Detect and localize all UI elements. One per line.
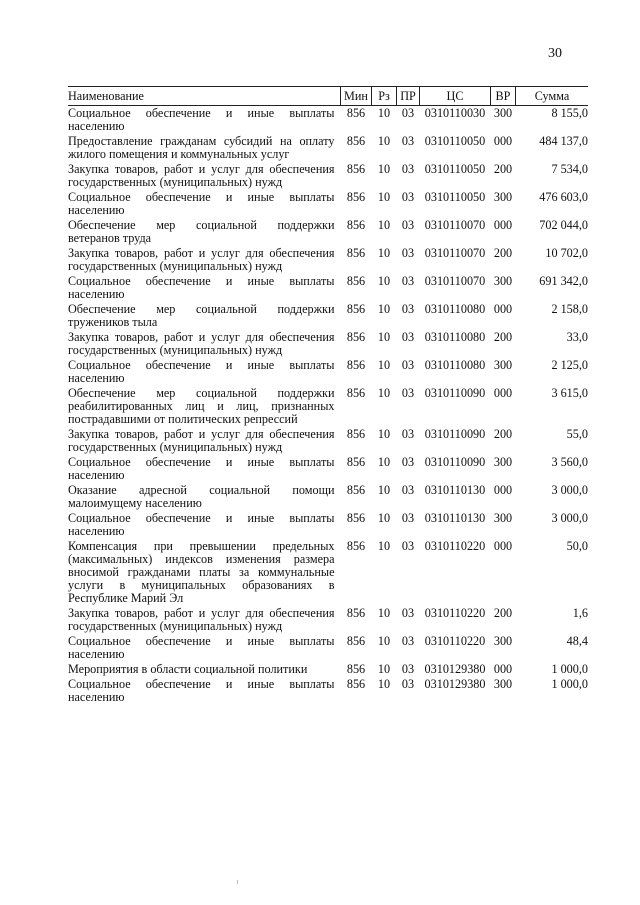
row-name: Закупка товаров, работ и услуг для обеспечения государственных (муниципальных) нужд (68, 606, 335, 633)
row-vr: 300 (493, 455, 513, 469)
table-row (68, 677, 588, 705)
row-vr: 000 (493, 386, 513, 400)
row-sum: 3 000,0 (551, 483, 588, 497)
row-min: 856 (346, 358, 366, 372)
row-min: 856 (346, 218, 366, 232)
row-name: Предоставление гражданам субсидий на оплату жилого помещения и коммунальных услуг (68, 134, 335, 161)
row-vr: 200 (493, 246, 513, 260)
row-vr: 300 (493, 634, 513, 648)
row-sum: 50,0 (566, 539, 588, 553)
row-min: 856 (346, 106, 366, 120)
row-rz: 10 (377, 386, 391, 400)
row-cs: 0310110220 (424, 539, 486, 553)
row-min: 856 (346, 162, 366, 176)
row-pr: 03 (401, 677, 415, 691)
header-name: Наименование (68, 87, 341, 106)
row-pr: 03 (401, 455, 415, 469)
row-min: 856 (346, 134, 366, 148)
row-rz: 10 (377, 483, 391, 497)
row-cs: 0310110090 (424, 427, 486, 441)
row-rz: 10 (377, 246, 391, 260)
row-name: Закупка товаров, работ и услуг для обеспечения государственных (муниципальных) нужд (68, 330, 335, 357)
row-rz: 10 (377, 427, 391, 441)
row-sum: 1 000,0 (551, 662, 588, 676)
row-min: 856 (346, 677, 366, 691)
row-sum: 3 615,0 (551, 386, 588, 400)
row-vr: 000 (493, 662, 513, 676)
row-name: Социальное обеспечение и иные выплаты населению (68, 274, 335, 301)
header-sum: Сумма (516, 87, 589, 106)
row-pr: 03 (401, 539, 415, 553)
row-cs: 0310110080 (424, 358, 486, 372)
row-vr: 200 (493, 162, 513, 176)
row-pr: 03 (401, 302, 415, 316)
row-pr: 03 (401, 246, 415, 260)
header-pr: ПР (397, 87, 420, 106)
row-name: Мероприятия в области социальной политики (68, 662, 308, 676)
row-sum: 33,0 (566, 330, 588, 344)
row-cs: 0310110070 (424, 274, 486, 288)
table-row (68, 274, 588, 302)
row-cs: 0310110050 (424, 162, 486, 176)
row-cs: 0310110090 (424, 386, 486, 400)
row-min: 856 (346, 302, 366, 316)
row-vr: 000 (493, 134, 513, 148)
row-vr: 200 (493, 427, 513, 441)
row-min: 856 (346, 386, 366, 400)
row-vr: 300 (493, 190, 513, 204)
row-name: Социальное обеспечение и иные выплаты населению (68, 106, 335, 133)
row-cs: 0310110050 (424, 134, 486, 148)
row-rz: 10 (377, 539, 391, 553)
row-name: Оказание адресной социальной помощи малоимущему населению (68, 483, 335, 510)
row-pr: 03 (401, 386, 415, 400)
row-name: Социальное обеспечение и иные выплаты населению (68, 511, 335, 538)
row-name: Социальное обеспечение и иные выплаты населению (68, 358, 335, 385)
row-sum: 2 158,0 (551, 302, 588, 316)
table-header-row (68, 87, 588, 106)
row-vr: 000 (493, 483, 513, 497)
row-sum: 48,4 (566, 634, 588, 648)
row-vr: 300 (493, 511, 513, 525)
row-rz: 10 (377, 134, 391, 148)
row-sum: 7 534,0 (551, 162, 588, 176)
row-cs: 0310110220 (424, 634, 486, 648)
row-rz: 10 (377, 511, 391, 525)
table-row (68, 634, 588, 662)
row-name: Социальное обеспечение и иные выплаты населению (68, 634, 335, 661)
row-name: Обеспечение мер социальной поддержки ветеранов труда (68, 218, 335, 245)
row-sum: 10 702,0 (545, 246, 588, 260)
table-row (68, 106, 588, 135)
row-min: 856 (346, 330, 366, 344)
row-min: 856 (346, 274, 366, 288)
table-row (68, 483, 588, 511)
row-name: Закупка товаров, работ и услуг для обеспечения государственных (муниципальных) нужд (68, 427, 335, 454)
table-body (68, 106, 588, 706)
row-pr: 03 (401, 106, 415, 120)
row-cs: 0310110030 (424, 106, 486, 120)
row-name: Закупка товаров, работ и услуг для обеспечения государственных (муниципальных) нужд (68, 162, 335, 189)
table-row (68, 162, 588, 190)
row-cs: 0310110130 (424, 511, 486, 525)
row-rz: 10 (377, 106, 391, 120)
row-vr: 200 (493, 606, 513, 620)
row-pr: 03 (401, 606, 415, 620)
header-vr: ВР (491, 87, 516, 106)
row-cs: 0310110070 (424, 246, 486, 260)
row-name: Социальное обеспечение и иные выплаты населению (68, 677, 335, 704)
table-row (68, 218, 588, 246)
row-rz: 10 (377, 190, 391, 204)
row-name: Обеспечение мер социальной поддержки тружеников тыла (68, 302, 335, 329)
row-vr: 000 (493, 218, 513, 232)
row-rz: 10 (377, 330, 391, 344)
table-row (68, 511, 588, 539)
row-min: 856 (346, 511, 366, 525)
row-sum: 476 603,0 (539, 190, 588, 204)
table-row (68, 330, 588, 358)
row-cs: 0310110080 (424, 330, 486, 344)
row-pr: 03 (401, 483, 415, 497)
table-row (68, 358, 588, 386)
row-pr: 03 (401, 190, 415, 204)
header-rz: Рз (372, 87, 397, 106)
row-sum: 691 342,0 (539, 274, 588, 288)
table-row (68, 427, 588, 455)
row-min: 856 (346, 539, 366, 553)
row-min: 856 (346, 662, 366, 676)
row-pr: 03 (401, 511, 415, 525)
row-min: 856 (346, 634, 366, 648)
row-name: Закупка товаров, работ и услуг для обеспечения государственных (муниципальных) нужд (68, 246, 335, 273)
row-vr: 300 (493, 274, 513, 288)
row-cs: 0310129380 (424, 677, 486, 691)
row-sum: 3 000,0 (551, 511, 588, 525)
table-row (68, 455, 588, 483)
row-cs: 0310110130 (424, 483, 486, 497)
row-pr: 03 (401, 134, 415, 148)
row-vr: 300 (493, 358, 513, 372)
row-sum: 1 000,0 (551, 677, 588, 691)
row-min: 856 (346, 483, 366, 497)
row-rz: 10 (377, 677, 391, 691)
row-cs: 0310129380 (424, 662, 486, 676)
row-min: 856 (346, 606, 366, 620)
row-sum: 3 560,0 (551, 455, 588, 469)
row-min: 856 (346, 427, 366, 441)
row-sum: 702 044,0 (539, 218, 588, 232)
table-row (68, 246, 588, 274)
row-rz: 10 (377, 162, 391, 176)
row-rz: 10 (377, 606, 391, 620)
scan-mark (237, 880, 238, 884)
table-row (68, 134, 588, 162)
row-pr: 03 (401, 218, 415, 232)
table-row (68, 386, 588, 427)
row-sum: 484 137,0 (539, 134, 588, 148)
row-sum: 55,0 (566, 427, 588, 441)
table-row (68, 662, 588, 677)
row-name: Социальное обеспечение и иные выплаты населению (68, 455, 335, 482)
row-rz: 10 (377, 358, 391, 372)
row-vr: 200 (493, 330, 513, 344)
table-row (68, 190, 588, 218)
row-cs: 0310110080 (424, 302, 486, 316)
row-cs: 0310110220 (424, 606, 486, 620)
row-pr: 03 (401, 330, 415, 344)
row-rz: 10 (377, 455, 391, 469)
row-rz: 10 (377, 662, 391, 676)
row-rz: 10 (377, 302, 391, 316)
row-sum: 1,6 (572, 606, 588, 620)
table-row (68, 539, 588, 606)
row-name: Компенсация при превышении предельных (максимальных) индексов изменения размера вносимой гражданами платы за коммунальные услуги в муниципальных образованиях в Республике Марий Эл (68, 539, 335, 605)
row-cs: 0310110090 (424, 455, 486, 469)
table-row (68, 302, 588, 330)
row-pr: 03 (401, 162, 415, 176)
row-name: Социальное обеспечение и иные выплаты населению (68, 190, 335, 217)
table-row (68, 606, 588, 634)
row-vr: 300 (493, 677, 513, 691)
row-sum: 2 125,0 (551, 358, 588, 372)
row-vr: 300 (493, 106, 513, 120)
header-min: Мин (341, 87, 372, 106)
row-pr: 03 (401, 274, 415, 288)
row-pr: 03 (401, 427, 415, 441)
row-name: Обеспечение мер социальной поддержки реабилитированных лиц и лиц, признанных пострадавшими от политических репрессий (68, 386, 335, 426)
budget-table (68, 86, 588, 705)
row-min: 856 (346, 190, 366, 204)
row-sum: 8 155,0 (551, 106, 588, 120)
row-pr: 03 (401, 634, 415, 648)
row-cs: 0310110050 (424, 190, 486, 204)
row-min: 856 (346, 246, 366, 260)
row-rz: 10 (377, 218, 391, 232)
row-vr: 000 (493, 539, 513, 553)
row-cs: 0310110070 (424, 218, 486, 232)
row-pr: 03 (401, 358, 415, 372)
row-vr: 000 (493, 302, 513, 316)
row-min: 856 (346, 455, 366, 469)
row-rz: 10 (377, 634, 391, 648)
row-pr: 03 (401, 662, 415, 676)
header-cs: ЦС (420, 87, 491, 106)
page-number: 30 (548, 46, 562, 61)
row-rz: 10 (377, 274, 391, 288)
